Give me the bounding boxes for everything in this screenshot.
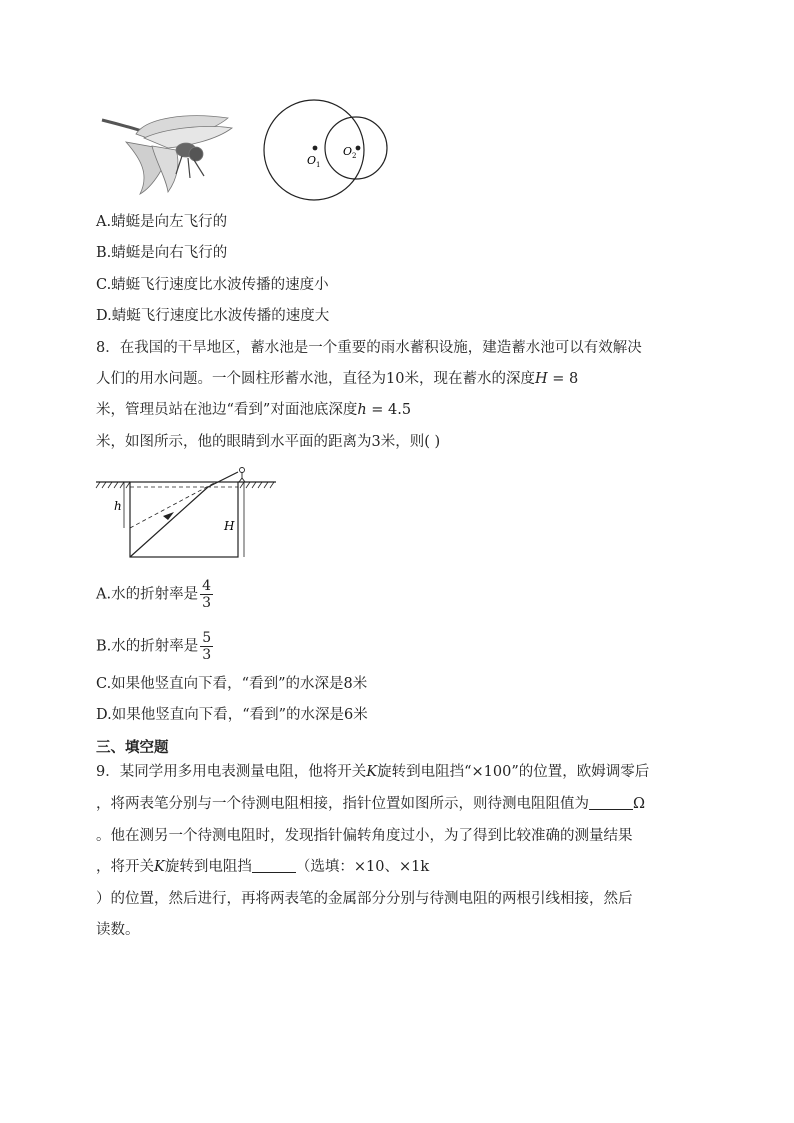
q9-line-4: ，将开关K旋转到电阻挡 （选填：×10、×1k (96, 859, 430, 875)
q8-option-b: B.水的折射率是 $\frac{5}{3}$ (96, 630, 212, 663)
fraction-5-3: $\frac{5}{3}$ (202, 630, 212, 663)
q9-line-1: 9．某同学用多用电表测量电阻，他将开关K旋转到电阻挡“×100”的位置，欧姆调零后 (96, 764, 650, 780)
q8-line-1: 8．在我国的干旱地区，蓄水池是一个重要的雨水蓄积设施，建造蓄水池可以有效解决 (96, 340, 642, 356)
q7-option-a: A.蜻蜓是向左飞行的 (96, 214, 228, 230)
q9-line-5: ）的位置，然后进行，再将两表笔的金属部分分别与待测电阻的两根引线相接，然后 (96, 891, 633, 907)
label-o2: O (343, 145, 353, 158)
center-o1-dot (313, 146, 318, 151)
q9-line-6: 读数。 (96, 922, 140, 938)
q8-line-4: 米，如图所示，他的眼睛到水平面的距离为3米，则( ) (96, 434, 441, 450)
label-o1: O (307, 154, 317, 167)
wave-circles-figure (262, 100, 392, 210)
pool (130, 482, 238, 557)
label-o1-sub: 1 (316, 161, 321, 169)
observer-icon (239, 468, 245, 483)
reservoir-figure (96, 462, 276, 562)
dragonfly-image (96, 112, 236, 198)
refracted-ray (208, 472, 238, 487)
q8-option-a: A.水的折射率是 $\frac{4}{3}$ (96, 578, 212, 611)
q8-line-2: 人们的用水问题。一个圆柱形蓄水池，直径为10米，现在蓄水的深度H = 8 (96, 371, 579, 387)
q7-option-d: D.蜻蜓飞行速度比水波传播的速度大 (96, 308, 330, 324)
answer-blank-1 (589, 795, 633, 810)
label-H: H (224, 519, 235, 533)
label-h: h (114, 499, 122, 513)
ground-hatch-left (96, 482, 130, 488)
q8-line-3: 米，管理员站在池边“看到”对面池底深度h = 4.5 (96, 402, 412, 418)
center-o2-dot (356, 146, 361, 151)
section-title: 三、填空题 (96, 740, 169, 756)
fraction-4-3: $\frac{4}{3}$ (202, 578, 212, 611)
q7-option-c: C.蜻蜓飞行速度比水波传播的速度小 (96, 277, 329, 293)
q9-line-2: ，将两表笔分别与一个待测电阻相接，指针位置如图所示，则待测电阻阻值为 Ω (96, 796, 646, 812)
dashed-sight-line (130, 482, 216, 528)
q8-option-d: D.如果他竖直向下看，“看到”的水深是6米 (96, 707, 368, 723)
light-ray (130, 487, 208, 557)
q9-line-3: 。他在测另一个待测电阻时，发现指针偏转角度过小，为了得到比较准确的测量结果 (96, 828, 633, 844)
label-o2-sub: 2 (352, 152, 357, 160)
answer-blank-2 (252, 858, 296, 873)
q7-option-b: B.蜻蜓是向右飞行的 (96, 245, 228, 261)
ground-hatch-right (240, 482, 274, 488)
q8-option-c: C.如果他竖直向下看，“看到”的水深是8米 (96, 676, 368, 692)
